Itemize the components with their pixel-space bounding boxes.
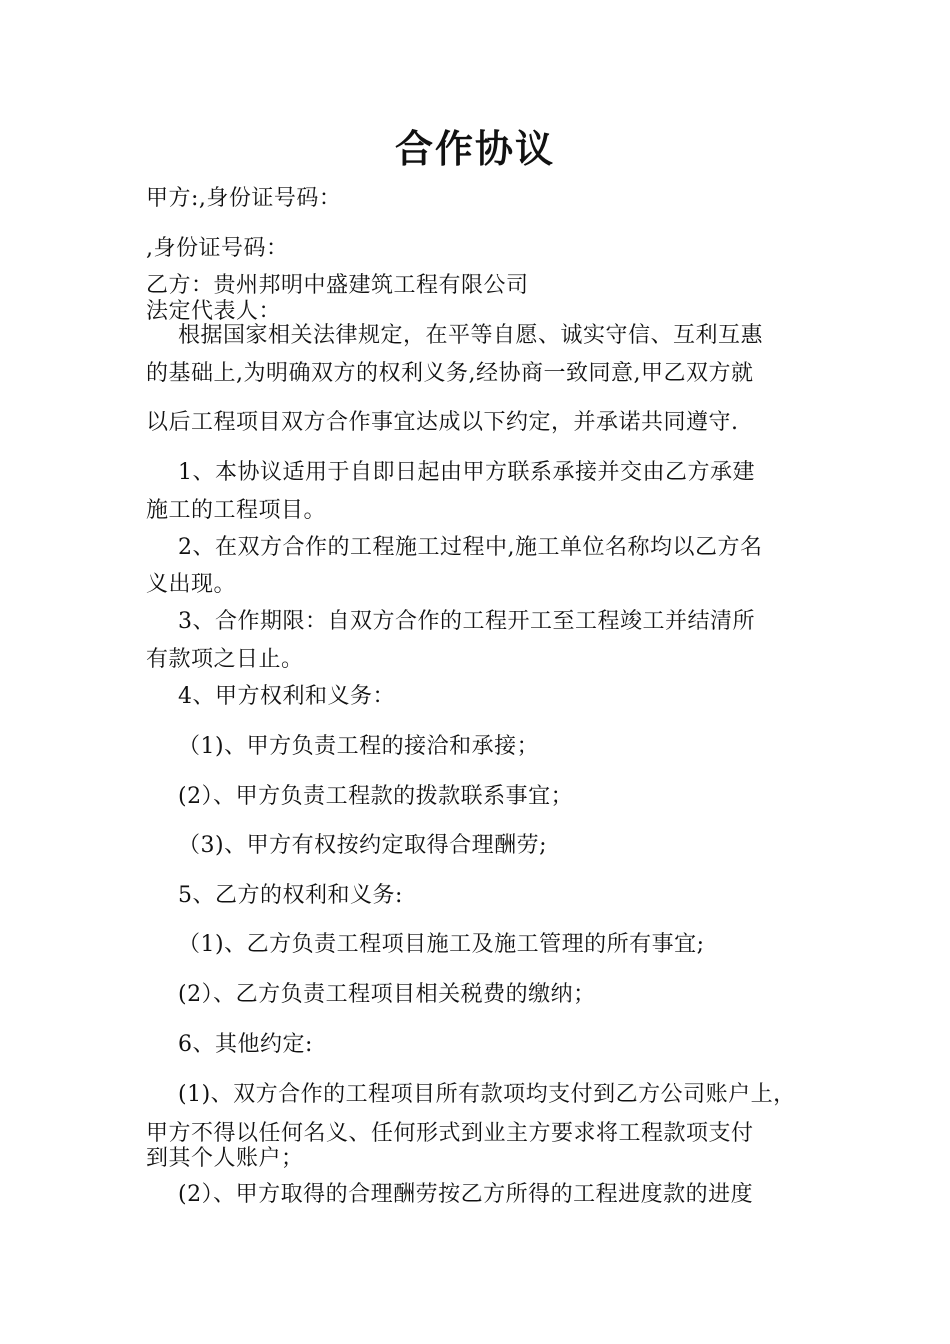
clause-3-line: 3、合作期限：自双方合作的工程开工至工程竣工并结清所: [178, 609, 755, 634]
clause-1-line: 1、本协议适用于自即日起由甲方联系承接并交由乙方承建: [178, 460, 755, 485]
preamble-line: 以后工程项目双方合作事宜达成以下约定，并承诺共同遵守.: [146, 410, 739, 435]
preamble-line: 的基础上,为明确双方的权利义务,经协商一致同意,甲乙双方就: [146, 361, 754, 386]
document-title: 合作协议: [394, 127, 555, 171]
clause-2-line: 2、在双方合作的工程施工过程中,施工单位名称均以乙方名: [178, 535, 763, 560]
clause-6-item-1-line: 甲方不得以任何名义、任何形式到业主方要求将工程款项支付: [146, 1121, 754, 1146]
clause-6-item-1-line: 到其个人账户；: [146, 1146, 304, 1171]
clause-5-heading: 5、乙方的权利和义务:: [178, 883, 403, 908]
party-b-line: 乙方：贵州邦明中盛建筑工程有限公司: [146, 273, 529, 298]
preamble-line: 根据国家相关法律规定，在平等自愿、诚实守信、互利互惠: [178, 323, 764, 348]
clause-4-heading: 4、甲方权利和义务：: [178, 684, 395, 709]
clause-6-item-2-line: (2）、甲方取得的合理酬劳按乙方所得的工程进度款的进度: [178, 1182, 754, 1207]
clause-4-item: （1)、甲方负责工程的接洽和承接；: [178, 734, 540, 759]
clause-5-item: (2）、乙方负责工程项目相关税费的缴纳；: [178, 982, 596, 1007]
clause-1-line: 施工的工程项目。: [146, 498, 327, 523]
clause-5-item: （1)、乙方负责工程项目施工及施工管理的所有事宜;: [178, 932, 705, 957]
legal-representative-line: 法定代表人：: [146, 299, 282, 324]
party-a-line: 甲方:,身份证号码：: [146, 186, 342, 211]
id-number-line: ,身份证号码：: [146, 236, 289, 261]
clause-6-item-1-line: (1)、双方合作的工程项目所有款项均支付到乙方公司账户上，: [178, 1082, 796, 1107]
clause-4-item: （3)、甲方有权按约定取得合理酬劳;: [178, 833, 547, 858]
clause-3-line: 有款项之日止。: [146, 647, 304, 672]
clause-2-line: 义出现。: [146, 572, 237, 597]
clause-6-heading: 6、其他约定:: [178, 1032, 313, 1057]
clause-4-item: (2）、甲方负责工程款的拨款联系事宜；: [178, 784, 574, 809]
